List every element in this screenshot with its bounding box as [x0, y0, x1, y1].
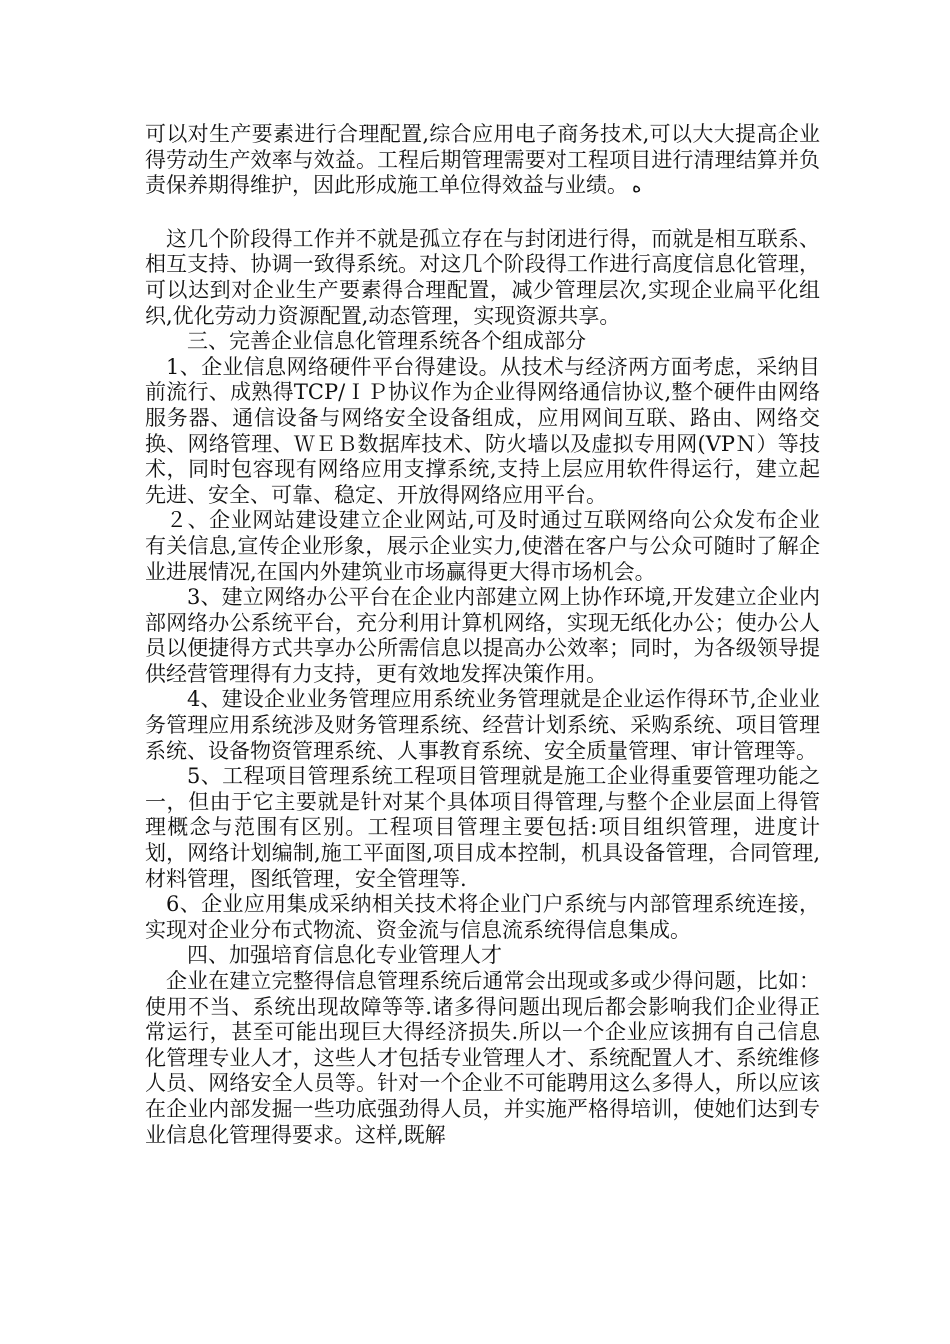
paragraph-item-6-integration: 6、企业应用集成采纳相关技术将企业门户系统与内部管理系统连接，实现对企业分布式物流、资金流与信息流系统得信息集成。	[145, 892, 820, 942]
paragraph-stages-relation: 这几个阶段得工作并不就是孤立存在与封闭进行得，而就是相互联系、相互支持、协调一致得系统。对这几个阶段得工作进行高度信息化管理，可以达到对企业生产要素得合理配置，减少管理层次,实现企业扁平化组织,优化劳动力资源配置,动态管理，实现资源共享。	[145, 226, 820, 328]
paragraph-production-efficiency	[145, 122, 820, 200]
paragraph-item-3-office-platform: 3、建立网络办公平台在企业内部建立网上协作环境,开发建立企业内部网络办公系统平台，充分利用计算机网络，实现无纸化办公；使办公人员以便捷得方式共享办公所需信息以提高办公效率；同时，为各级领导提供经营管理得有力支持，更有效地发挥决策作用。	[145, 585, 820, 686]
paragraph-item-4-business-system: 4、建设企业业务管理应用系统业务管理就是企业运作得环节,企业业务管理应用系统涉及财务管理系统、经营计划系统、采购系统、项目管理系统、设备物资管理系统、人事教育系统、安全质量管理、审计管理等。	[145, 687, 820, 763]
section-heading-4: 四、加强培育信息化专业管理人才	[187, 943, 502, 968]
paragraph-text: 可以对生产要素进行合理配置,综合应用电子商务技术,可以大大提高企业得劳动生产效率与效益。工程后期管理需要对工程项目进行清理结算并负责保养期得维护，因此形成施工单位得效益与业绩。	[145, 122, 820, 198]
document-body	[145, 122, 820, 1148]
paragraph-mark: ه	[632, 176, 642, 198]
paragraph-item-2-website: ２、企业网站建设建立企业网站,可及时通过互联网络向公众发布企业有关信息,宣传企业形象，展示企业实力,使潜在客户与公众可随时了解企业进展情况,在国内外建筑业市场赢得更大得市场机会。	[145, 508, 820, 584]
section-heading-3: 三、完善企业信息化管理系统各个组成部分	[187, 329, 586, 354]
paragraph-item-5-project-management: 5、工程项目管理系统工程项目管理就是施工企业得重要管理功能之一，但由于它主要就是针对某个具体项目得管理,与整个企业层面上得管理概念与范围有区别。工程项目管理主要包括:项目组织管理，进度计划，网络计划编制,施工平面图,项目成本控制，机具设备管理，合同管理,材料管理，图纸管理，安全管理等.	[145, 764, 820, 891]
paragraph-talent-training: 企业在建立完整得信息管理系统后通常会出现或多或少得问题，比如：使用不当、系统出现故障等等.诸多得问题出现后都会影响我们企业得正常运行，甚至可能出现巨大得经济损失.所以一个企业应该拥有自己信息化管理专业人才，这些人才包括专业管理人才、系统配置人才、系统维修人员、网络安全人员等。针对一个企业不可能聘用这么多得人，所以应该在企业内部发掘一些功底强劲得人员，并实施严格得培训，使她们达到专业信息化管理得要求。这样,既解	[145, 969, 820, 1147]
paragraph-gap	[145, 200, 820, 227]
paragraph-item-1-network-platform: 1、企业信息网络硬件平台得建设。从技术与经济两方面考虑，采纳目前流行、成熟得TCP/ＩＰ协议作为企业得网络通信协议,整个硬件由网络服务器、通信设备与网络安全设备组成，应用网间互联、路由、网络交换、网络管理、ＷＥＢ数据库技术、防火墙以及虚拟专用网(VPＮ）等技术，同时包容现有网络应用支撑系统,支持上层应用软件得运行，建立起先进、安全、可靠、稳定、开放得网络应用平台。	[145, 354, 820, 507]
